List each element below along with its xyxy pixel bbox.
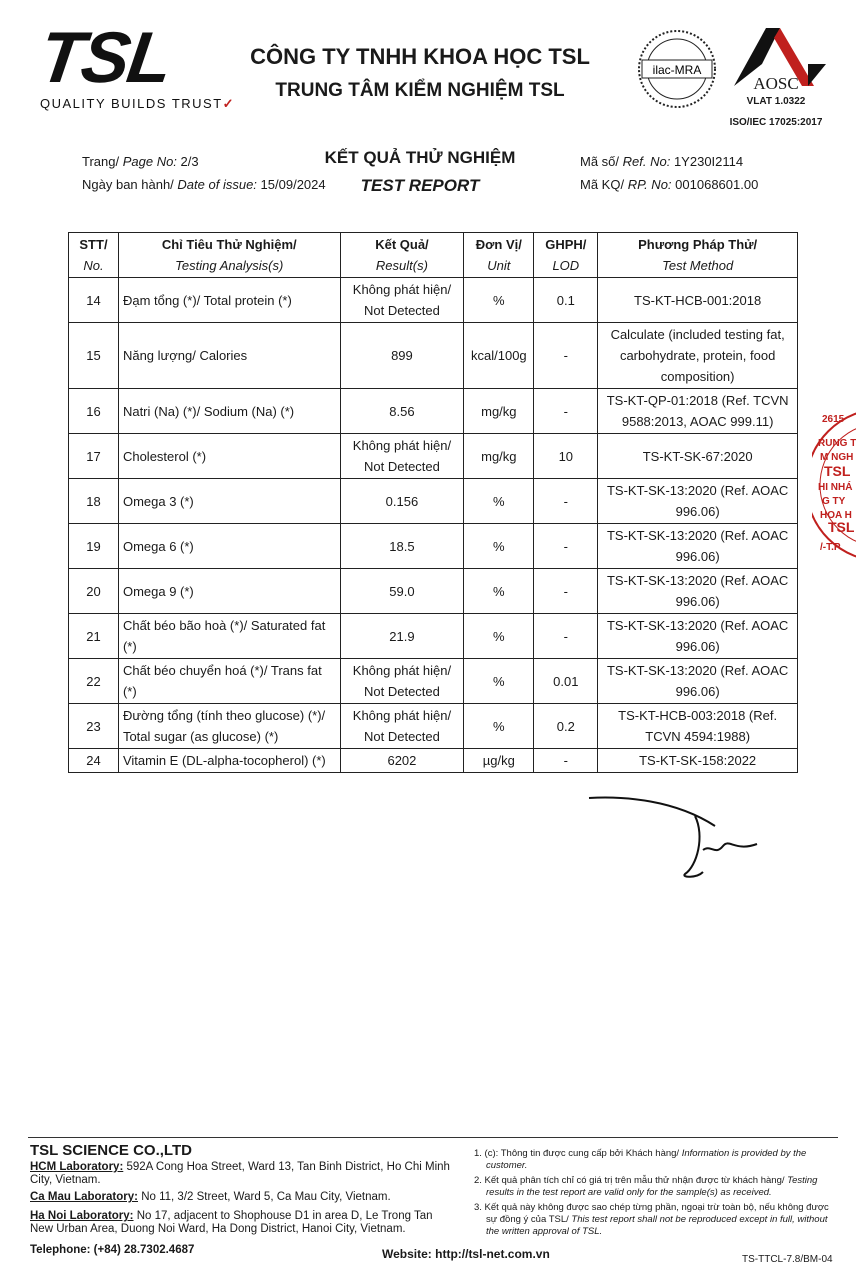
cell-lod: - [534,749,598,773]
aosc-vlat: VLAT 1.0322 [746,96,806,107]
cell-unit: % [464,659,534,704]
cell-method: TS-KT-QP-01:2018 (Ref. TCVN 9588:2013, AOAC 999.11) [598,389,798,434]
cell-analysis: Đường tổng (tính theo glucose) (*)/ Total sugar (as glucose) (*) [118,704,340,749]
ilac-mra-seal-icon [636,28,718,110]
ref-number: Mã số/ Ref. No: 1Y230I2114 [580,154,744,169]
page-number: Trang/ Page No: 2/3 [82,154,199,169]
stamp-line: /-T.P [820,542,841,553]
telephone: Telephone: (+84) 28.7302.4687 [30,1244,195,1256]
cell-no: 23 [69,704,119,749]
cell-method: TS-KT-HCB-001:2018 [598,278,798,323]
header-unit: Đơn Vị/ Unit [464,233,534,278]
stamp-line: RUNG T [818,438,856,449]
table-row [69,434,798,479]
cell-unit: % [464,278,534,323]
cell-result: 899 [340,323,464,389]
table-row [69,323,798,389]
cell-analysis: Natri (Na) (*)/ Sodium (Na) (*) [118,389,340,434]
cell-method: TS-KT-SK-13:2020 (Ref. AOAC 996.06) [598,524,798,569]
cell-unit: % [464,614,534,659]
cell-lod: 0.01 [534,659,598,704]
center-name: TRUNG TÂM KIỂM NGHIỆM TSL [275,80,565,101]
cell-analysis: Vitamin E (DL-alpha-tocopherol) (*) [118,749,340,773]
cell-method: TS-KT-SK-13:2020 (Ref. AOAC 996.06) [598,659,798,704]
table-row [69,479,798,524]
cell-lod: 0.2 [534,704,598,749]
cell-analysis: Omega 6 (*) [118,524,340,569]
stamp-line: TSL [828,519,855,535]
cell-analysis: Chất béo bão hoà (*)/ Saturated fat (*) [118,614,340,659]
table-row [69,278,798,323]
cell-unit: % [464,524,534,569]
cell-lod: - [534,524,598,569]
cell-method: TS-KT-SK-158:2022 [598,749,798,773]
cell-analysis: Đạm tổng (*)/ Total protein (*) [118,278,340,323]
cell-method: TS-KT-SK-13:2020 (Ref. AOAC 996.06) [598,479,798,524]
cell-no: 20 [69,569,119,614]
cell-result: Không phát hiện/ Not Detected [340,278,464,323]
company-name: CÔNG TY TNHH KHOA HỌC TSL [250,44,590,69]
cell-lod: 0.1 [534,278,598,323]
logo-tagline: QUALITY BUILDS TRUST✓ [40,96,236,111]
stamp-line: G TY [822,496,846,507]
stamp-line: M NGH [820,452,854,463]
cell-lod: - [534,389,598,434]
camau-laboratory: Ca Mau Laboratory: No 11, 3/2 Street, Ward 5, Ca Mau City, Vietnam. [30,1191,391,1203]
stamp-line: 2615 [822,414,845,425]
table-row [69,659,798,704]
footer-divider [28,1137,838,1138]
cell-method: TS-KT-SK-13:2020 (Ref. AOAC 996.06) [598,614,798,659]
ilac-label: ilac-MRA [652,63,702,77]
table-row [69,704,798,749]
footer-company: TSL SCIENCE CO.,LTD [30,1142,192,1159]
table-header-row [69,233,798,278]
cell-no: 14 [69,278,119,323]
note-3: 3. Kết quả này không được sao chép từng phần, ngoại trừ toàn bộ, nếu không được sự đồng ý của TSL/ This test report shall not be reproduced except in full, without the written approval of TSL. [474,1202,829,1237]
cell-lod: 10 [534,434,598,479]
header-result: Kết Quả/ Result(s) [340,233,464,278]
form-code: TS-TTCL-7.8/BM-04 [742,1254,833,1265]
report-subtitle: TEST REPORT [360,176,480,195]
cell-no: 17 [69,434,119,479]
cell-result: 0.156 [340,479,464,524]
header-method: Phương Pháp Thử/ Test Method [598,233,798,278]
cell-result: 59.0 [340,569,464,614]
header-no: STT/ No. [69,233,119,278]
cell-unit: % [464,479,534,524]
cell-method: TS-KT-SK-13:2020 (Ref. AOAC 996.06) [598,569,798,614]
cell-analysis: Omega 3 (*) [118,479,340,524]
cell-no: 24 [69,749,119,773]
stamp-line: HI NHÁ [818,482,853,493]
cell-unit: % [464,704,534,749]
header-lod: GHPH/ LOD [534,233,598,278]
check-icon: ✓ [222,96,236,111]
cell-unit: % [464,569,534,614]
cell-result: Không phát hiện/ Not Detected [340,659,464,704]
cell-unit: mg/kg [464,434,534,479]
cell-lod: - [534,569,598,614]
table-row [69,614,798,659]
cell-analysis: Omega 9 (*) [118,569,340,614]
cell-no: 15 [69,323,119,389]
cell-no: 22 [69,659,119,704]
cell-lod: - [534,614,598,659]
cell-result: 6202 [340,749,464,773]
cell-result: Không phát hiện/ Not Detected [340,434,464,479]
table-row [69,524,798,569]
table-row [69,569,798,614]
results-table [68,232,798,773]
company-stamp-icon [812,400,856,570]
cell-result: Không phát hiện/ Not Detected [340,704,464,749]
aosc-label: AOSC [753,74,799,93]
cell-result: 18.5 [340,524,464,569]
cell-method: Calculate (included testing fat, carbohydrate, protein, food composition) [598,323,798,389]
rp-number: Mã KQ/ RP. No: 001068601.00 [580,177,759,192]
cell-no: 18 [69,479,119,524]
footer-notes [474,1148,840,1241]
cell-method: TS-KT-SK-67:2020 [598,434,798,479]
cell-no: 19 [69,524,119,569]
signature [585,786,785,886]
tsl-logo: TSL [34,18,176,98]
cell-unit: µg/kg [464,749,534,773]
website-link[interactable]: Website: http://tsl-net.com.vn [382,1247,550,1261]
header-analysis: Chỉ Tiêu Thử Nghiệm/ Testing Analysis(s) [118,233,340,278]
stamp-line: HOA H [820,510,852,521]
cell-unit: kcal/100g [464,323,534,389]
cell-analysis: Năng lượng/ Calories [118,323,340,389]
hcm-laboratory: HCM Laboratory: 592A Cong Hoa Street, Ward 13, Tan Binh District, Ho Chi Minh City, Vietnam. [30,1161,450,1186]
cell-analysis: Cholesterol (*) [118,434,340,479]
table-row [69,389,798,434]
cell-result: 8.56 [340,389,464,434]
report-title: KẾT QUẢ THỬ NGHIỆM [324,148,516,167]
cell-lod: - [534,479,598,524]
table-row [69,749,798,773]
issue-date: Ngày ban hành/ Date of issue: 15/09/2024 [82,177,326,192]
cell-no: 21 [69,614,119,659]
cell-lod: - [534,323,598,389]
note-1: 1. (c): Thông tin được cung cấp bởi Khách hàng/ Information is provided by the customer. [474,1148,807,1171]
hanoi-laboratory: Ha Noi Laboratory: No 17, adjacent to Shophouse D1 in area D, Le Trong Tan New Urban Area, Duong Noi Ward, Ha Dong District, Hanoi City, Vietnam. [30,1210,433,1235]
cell-no: 16 [69,389,119,434]
note-2: 2. Kết quả phân tích chỉ có giá trị trên mẫu thử nhận được từ khách hàng/ Testing results in the test report are valid only for the sample(s) as received. [474,1175,818,1198]
cell-analysis: Chất béo chuyển hoá (*)/ Trans fat (*) [118,659,340,704]
cell-result: 21.9 [340,614,464,659]
stamp-line: TSL [824,463,851,479]
cell-method: TS-KT-HCB-003:2018 (Ref. TCVN 4594:1988) [598,704,798,749]
aosc-iso: ISO/IEC 17025:2017 [729,117,823,128]
cell-unit: mg/kg [464,389,534,434]
